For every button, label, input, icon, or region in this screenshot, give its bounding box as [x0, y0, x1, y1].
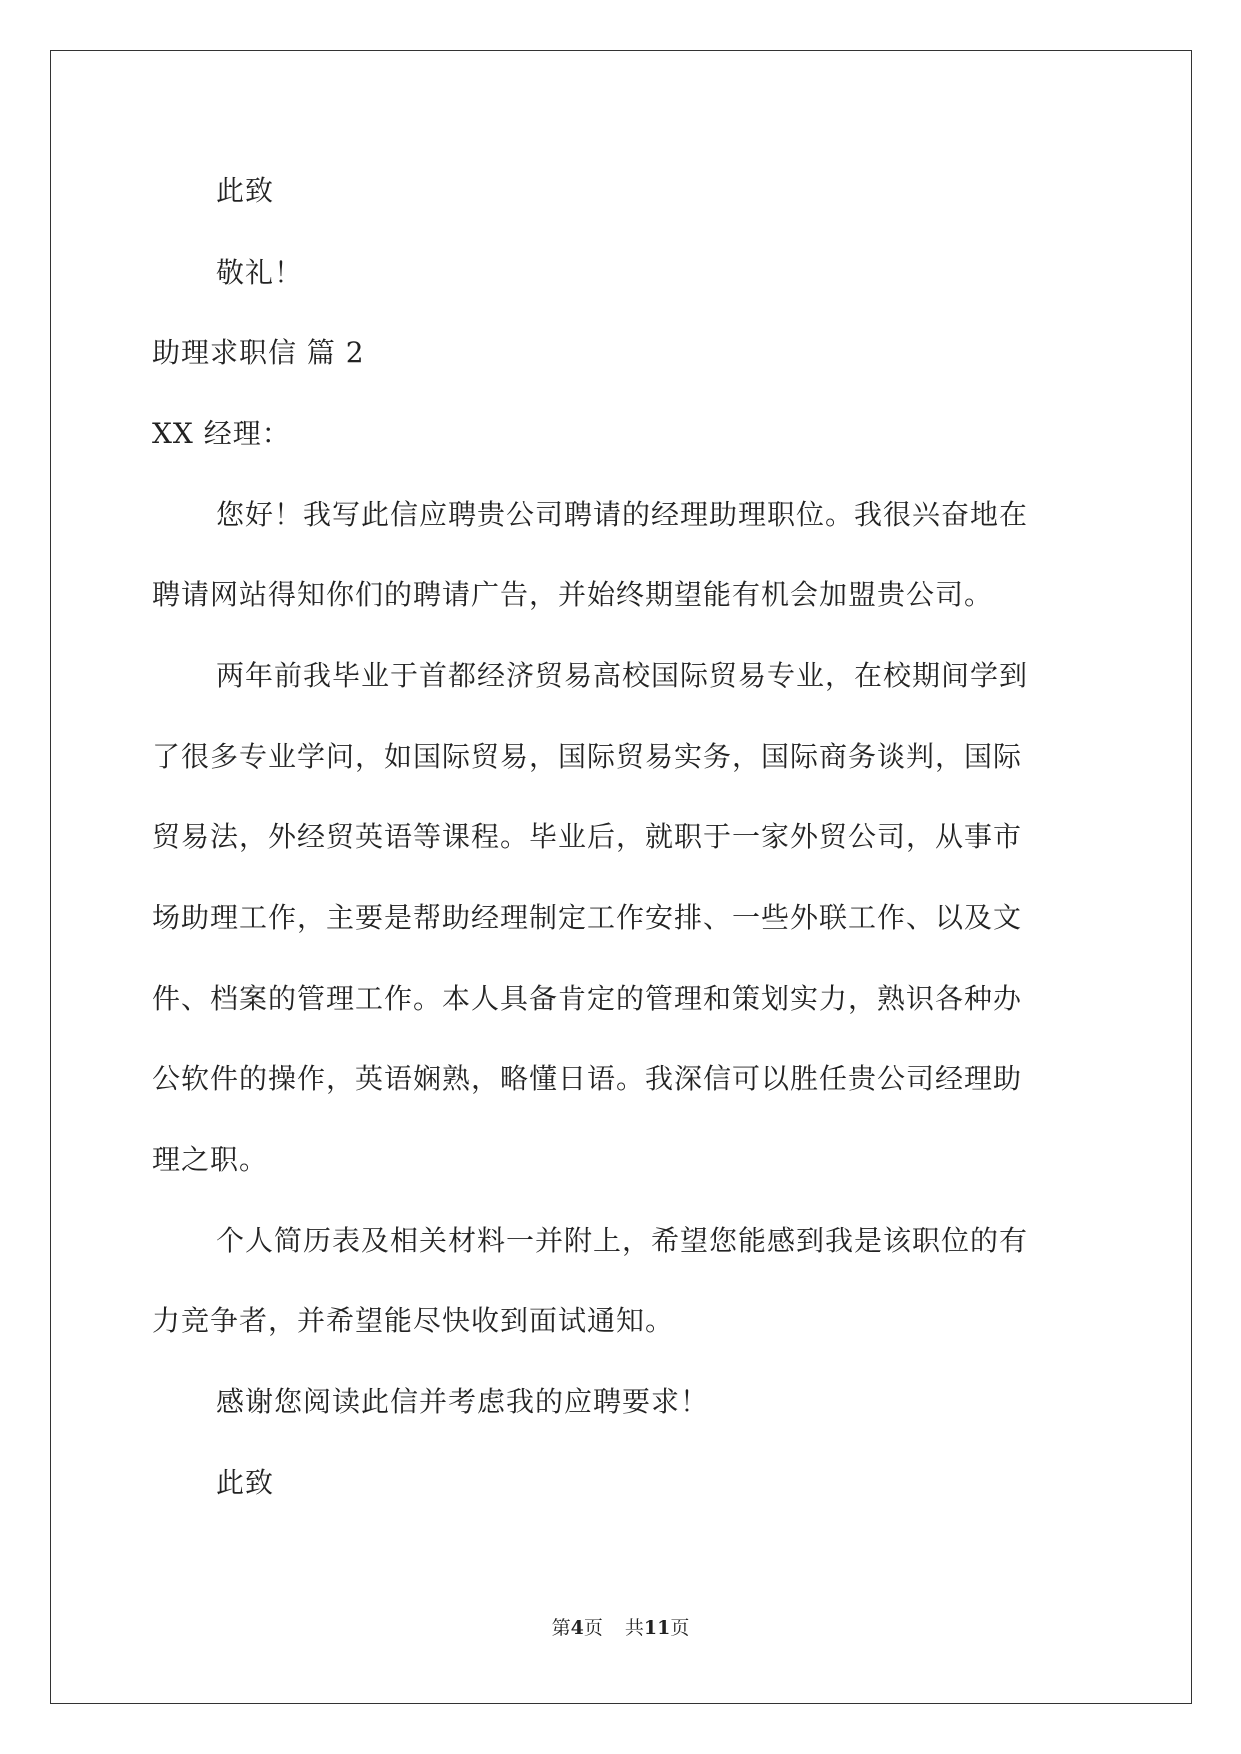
closing-salutation: 此致: [216, 1466, 275, 1499]
closing-salutation: 此致: [216, 174, 275, 207]
paragraph-line: 理之职。: [152, 1143, 269, 1176]
paragraph-line: 感谢您阅读此信并考虑我的应聘要求！: [216, 1385, 710, 1418]
closing-regards: 敬礼！: [216, 256, 304, 289]
page-suffix: 页: [583, 1617, 603, 1639]
paragraph-line: 力竞争者，并希望能尽快收到面试通知。: [152, 1304, 675, 1337]
recipient: XX 经理：: [152, 417, 291, 450]
paragraph-line: 场助理工作，主要是帮助经理制定工作安排、一些外联工作、以及文: [152, 901, 1023, 934]
paragraph-line: 个人简历表及相关材料一并附上，希望您能感到我是该职位的有: [216, 1224, 1029, 1257]
total-suffix: 页: [670, 1617, 690, 1639]
paragraph-line: 两年前我毕业于首都经济贸易高校国际贸易专业，在校期间学到: [216, 659, 1029, 692]
page-footer: [0, 1614, 1241, 1642]
page-prefix: 第: [551, 1617, 571, 1639]
paragraph-line: 了很多专业学问，如国际贸易，国际贸易实务，国际商务谈判，国际: [152, 740, 1023, 773]
total-prefix: 共: [624, 1617, 644, 1639]
page-number: 4: [570, 1617, 584, 1639]
paragraph-line: 件、档案的管理工作。本人具备肯定的管理和策划实力，熟识各种办: [152, 982, 1023, 1015]
paragraph-line: 公软件的操作，英语娴熟，略懂日语。我深信可以胜任贵公司经理助: [152, 1062, 1023, 1095]
paragraph-line: 您好！我写此信应聘贵公司聘请的经理助理职位。我很兴奋地在: [216, 498, 1029, 531]
page-border: [50, 50, 1192, 1704]
paragraph-line: 贸易法，外经贸英语等课程。毕业后，就职于一家外贸公司，从事市: [152, 820, 1023, 853]
paragraph-line: 聘请网站得知你们的聘请广告，并始终期望能有机会加盟贵公司。: [152, 578, 994, 611]
total-pages: 11: [643, 1617, 671, 1639]
section-title: 助理求职信 篇 2: [152, 336, 365, 369]
